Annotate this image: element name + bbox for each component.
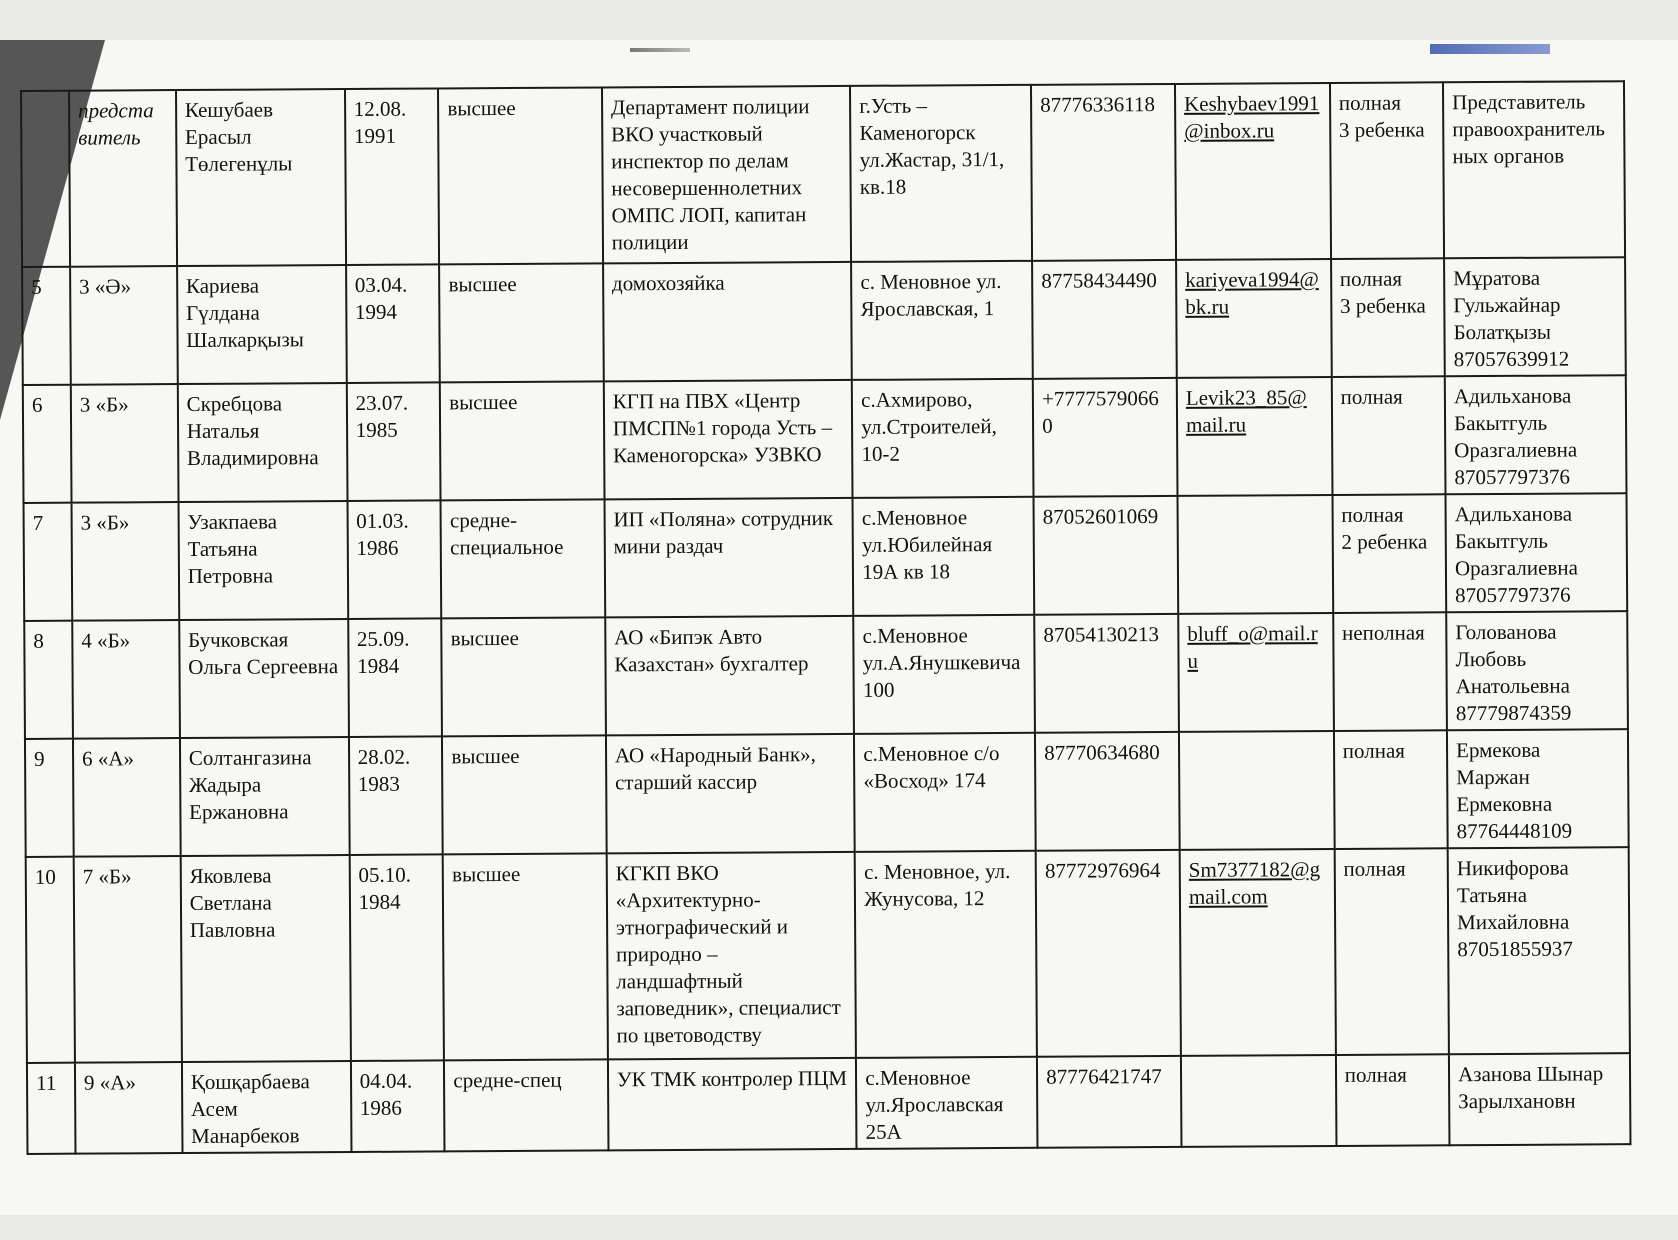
- family-status: полная: [1344, 1062, 1407, 1087]
- row-number-cell: [22, 267, 71, 385]
- address: с. Меновное, ул. Жунусова, 12: [863, 858, 1011, 911]
- table-row: [24, 611, 1628, 739]
- parents-table: [20, 80, 1631, 1155]
- phone-number-cell: [1033, 378, 1178, 497]
- parent-name: Бучковская Ольга Сергеевна: [188, 627, 339, 679]
- address: с.Меновное ул.Ярославская 25А: [865, 1065, 1004, 1144]
- class-cell-cell: [75, 1062, 182, 1154]
- birth-date-cell: [345, 88, 440, 265]
- address: г.Усть – Каменогорск ул.Жастар, 31/1, кв.18: [859, 93, 1005, 199]
- workplace-cell: [606, 734, 855, 854]
- parent-name: Кариева Гүлдана Шалкарқызы: [185, 273, 304, 352]
- parent-name-cell: [179, 619, 349, 738]
- phone-number-cell: [1037, 1056, 1181, 1148]
- class-representative: Азанова Шынар Зарылхановн: [1457, 1061, 1604, 1114]
- education-cell: [444, 1059, 608, 1151]
- class-cell-cell: [73, 738, 181, 857]
- row-number: 11: [35, 1070, 57, 1095]
- phone-number-cell: [1034, 496, 1179, 615]
- email-cell: [1177, 377, 1332, 496]
- education: высшее: [451, 743, 520, 769]
- family-status: полная: [1342, 738, 1406, 763]
- email-cell: [1180, 849, 1336, 1056]
- table-row: [25, 729, 1629, 857]
- workplace: ИП «Поляна» сотрудник мини раздач: [613, 506, 834, 559]
- parent-name-cell: [176, 89, 346, 266]
- parent-name: Скребцова Наталья Владимировна: [186, 391, 319, 470]
- workplace-cell: [604, 380, 853, 500]
- education-cell: [438, 87, 603, 264]
- family-status-cell: [1333, 612, 1447, 731]
- parent-name: Солтангазина Жадыра Ержановна: [188, 745, 312, 824]
- email-cell: [1177, 495, 1332, 614]
- parent-name-cell: [182, 1061, 351, 1153]
- class-representative-cell: [1445, 375, 1627, 494]
- address-cell: [851, 261, 1033, 380]
- row-number: 8: [33, 628, 44, 653]
- top-stamp-mark: [1430, 44, 1550, 54]
- birth-date: 01.03. 1986: [356, 508, 409, 560]
- class-representative: Адильханова Бакытгуль Оразгалиевна 87057797376: [1454, 501, 1578, 608]
- address-cell: [852, 379, 1034, 498]
- email[interactable]: Keshybaev1991@inbox.ru: [1184, 91, 1320, 143]
- education-cell: [441, 499, 605, 618]
- email-cell: [1175, 83, 1331, 260]
- class-representative: Представитель правоохранительных органов: [1452, 89, 1606, 169]
- email[interactable]: Levik23_85@mail.ru: [1185, 385, 1307, 437]
- class-cell-cell: [72, 620, 180, 739]
- birth-date-cell: [346, 264, 440, 383]
- address-cell: [853, 497, 1035, 616]
- top-scan-mark: [630, 48, 690, 52]
- family-status-cell: [1334, 730, 1448, 849]
- address: с.Ахмирово, ул.Строителей, 10-2: [861, 387, 997, 466]
- email-cell: [1181, 1055, 1336, 1147]
- family-status: полная: [1340, 384, 1403, 409]
- email-cell: [1176, 259, 1331, 378]
- birth-date: 25.09. 1984: [356, 626, 410, 678]
- parent-name: Узакпаева Татьяна Петровна: [187, 509, 278, 588]
- email-cell: [1178, 613, 1333, 732]
- family-status-cell: [1336, 1054, 1450, 1146]
- family-status: полная 3 ребенка: [1338, 90, 1425, 142]
- email[interactable]: bluff_o@mail.ru: [1187, 621, 1318, 673]
- phone-number-cell: [1036, 850, 1181, 1057]
- class-cell: 3 «Б»: [79, 392, 129, 417]
- workplace: Департамент полиции ВКО участковый инспектор по делам несовершеннолетних ОМПС ЛОП, капитан полиции: [610, 94, 810, 255]
- row-number-cell: [24, 621, 73, 739]
- workplace-cell: [606, 852, 856, 1060]
- education: высшее: [449, 389, 518, 415]
- class-cell: 6 «А»: [81, 746, 135, 771]
- workplace-cell: [608, 1058, 857, 1151]
- address-cell: [850, 85, 1032, 262]
- family-status: полная 3 ребенка: [1339, 266, 1426, 318]
- phone-number: 87054130213: [1043, 622, 1160, 647]
- education: высшее: [448, 271, 517, 297]
- birth-date-cell: [351, 1060, 445, 1152]
- parent-name-cell: [177, 265, 347, 384]
- phone-number: +77775790660: [1041, 386, 1159, 438]
- address: с.Меновное ул.Юбилейная 19А кв 18: [861, 505, 993, 584]
- table-row: [23, 375, 1627, 503]
- class-cell: предста витель: [77, 98, 154, 150]
- phone-number: 87770634680: [1044, 740, 1160, 765]
- workplace: КГКП ВКО «Архитектурно-этнографический и природно – ландшафтный заповедник», специалист по цветоводству: [615, 860, 841, 1048]
- class-cell-cell: [74, 856, 182, 1063]
- birth-date-cell: [347, 500, 441, 619]
- email-cell: [1179, 731, 1334, 850]
- table-row: [26, 847, 1630, 1063]
- row-number-cell: [26, 857, 75, 1063]
- parent-name-cell: [178, 501, 348, 620]
- phone-number-cell: [1031, 84, 1176, 261]
- workplace-cell: [602, 86, 852, 264]
- row-number-cell: [23, 385, 72, 503]
- row-number: 9: [34, 746, 45, 771]
- class-cell: 7 «Б»: [82, 864, 132, 889]
- phone-number-cell: [1035, 732, 1180, 851]
- class-cell: 3 «Ә»: [79, 274, 132, 299]
- family-status: неполная: [1341, 620, 1425, 645]
- row-number: 10: [34, 864, 56, 889]
- parent-name: Яковлева Светлана Павловна: [189, 863, 276, 942]
- row-number: 5: [31, 274, 42, 299]
- family-status-cell: [1332, 494, 1446, 613]
- workplace-cell: [604, 498, 853, 618]
- parent-name: Кешубаев Ерасыл Төлегенұлы: [184, 97, 293, 176]
- row-number-cell: [25, 739, 74, 857]
- education: высшее: [450, 625, 519, 651]
- phone-number: 87052601069: [1042, 504, 1159, 529]
- education-cell: [443, 853, 608, 1060]
- workplace-cell: [605, 616, 854, 736]
- education: высшее: [447, 95, 516, 121]
- address: с.Меновное с/о «Восход» 174: [863, 741, 1000, 793]
- birth-date: 28.02. 1983: [357, 744, 411, 796]
- class-representative: Ермекова Маржан Ермековна 87764448109: [1456, 737, 1573, 844]
- class-representative: Голованова Любовь Анатольевна 87779874359: [1455, 619, 1572, 726]
- birth-date: 03.04. 1994: [354, 272, 408, 324]
- class-cell-cell: [70, 266, 178, 385]
- birth-date-cell: [348, 618, 442, 737]
- class-cell: 3 «Б»: [80, 510, 130, 535]
- family-status: полная 2 ребенка: [1341, 502, 1428, 554]
- workplace: КГП на ПВХ «Центр ПМСП№1 города Усть –Каменогорска» УЗВКО: [612, 388, 833, 468]
- row-number: 7: [32, 510, 44, 535]
- family-status-cell: [1330, 82, 1444, 259]
- email[interactable]: Sm7377182@gmail.com: [1188, 857, 1321, 909]
- workplace-cell: [603, 262, 852, 382]
- class-representative-cell: [1444, 257, 1626, 376]
- parent-name-cell: [180, 855, 350, 1062]
- parent-name-cell: [180, 737, 350, 856]
- class-representative-cell: [1448, 847, 1630, 1054]
- address-cell: [856, 1057, 1037, 1149]
- address: с.Меновное ул.А.Янушкевича 100: [862, 623, 1021, 702]
- class-representative-cell: [1443, 81, 1625, 258]
- address-cell: [853, 615, 1035, 734]
- birth-date: 04.04. 1986: [359, 1068, 413, 1120]
- family-status-cell: [1334, 848, 1449, 1055]
- class-cell-cell: [71, 502, 179, 621]
- parent-name-cell: [178, 383, 348, 502]
- address: с. Меновное ул. Ярославская, 1: [860, 269, 1002, 321]
- birth-date-cell: [346, 382, 440, 501]
- class-representative-cell: [1449, 1053, 1631, 1145]
- table-row: [21, 81, 1625, 267]
- family-status-cell: [1331, 258, 1445, 377]
- class-representative-cell: [1447, 729, 1629, 848]
- phone-number: 87776336118: [1040, 92, 1156, 117]
- phone-number: 87758434490: [1041, 268, 1157, 293]
- row-number: 6: [31, 392, 43, 417]
- workplace: АО «Народный Банк», старший кассир: [614, 742, 816, 795]
- workplace: АО «Бипэк Авто Казахстан» бухгалтер: [614, 624, 809, 677]
- class-representative: Мұратова Гульжайнар Болатқызы 87057639912: [1453, 265, 1570, 372]
- birth-date: 05.10. 1984: [358, 862, 411, 914]
- parent-name: Қошқарбаева Асем Манарбеков: [190, 1069, 310, 1148]
- birth-date: 23.07. 1985: [355, 390, 409, 442]
- class-cell-cell: [71, 384, 179, 503]
- phone-number: 87776421747: [1046, 1064, 1162, 1089]
- birth-date: 12.08. 1991: [353, 96, 407, 148]
- table-row: [24, 493, 1628, 621]
- class-representative-cell: [1446, 493, 1628, 612]
- workplace: УК ТМК контролер ПЦМ: [616, 1065, 848, 1092]
- workplace: домохозяйка: [611, 270, 725, 296]
- address-cell: [854, 733, 1036, 852]
- class-cell-cell: [69, 90, 177, 267]
- email[interactable]: kariyeva1994@bk.ru: [1185, 267, 1319, 319]
- class-cell: 9 «А»: [83, 1070, 136, 1095]
- row-number-cell: [24, 503, 73, 621]
- birth-date-cell: [349, 854, 444, 1061]
- table-row: [22, 257, 1626, 385]
- phone-number-cell: [1034, 614, 1179, 733]
- table-row: [27, 1053, 1631, 1154]
- birth-date-cell: [349, 736, 443, 855]
- education-cell: [440, 381, 604, 500]
- phone-number: 87772976964: [1044, 858, 1161, 883]
- class-representative-cell: [1446, 611, 1628, 730]
- class-cell: 4 «Б»: [81, 628, 131, 653]
- family-status: полная: [1343, 856, 1406, 881]
- education: средне-спец: [453, 1067, 562, 1093]
- education-cell: [442, 617, 606, 736]
- family-status-cell: [1331, 376, 1445, 495]
- row-number-cell: [21, 91, 70, 267]
- class-representative: Никифорова Татьяна Михайловна 87051855937: [1456, 855, 1573, 962]
- education-cell: [442, 735, 606, 854]
- education-cell: [439, 263, 603, 382]
- phone-number-cell: [1032, 260, 1177, 379]
- education: высшее: [452, 861, 521, 887]
- class-representative: Адильханова Бакытгуль Оразгалиевна 87057797376: [1453, 383, 1578, 490]
- address-cell: [855, 851, 1037, 1058]
- row-number-cell: [27, 1063, 75, 1154]
- education: средне-специальное: [449, 507, 564, 560]
